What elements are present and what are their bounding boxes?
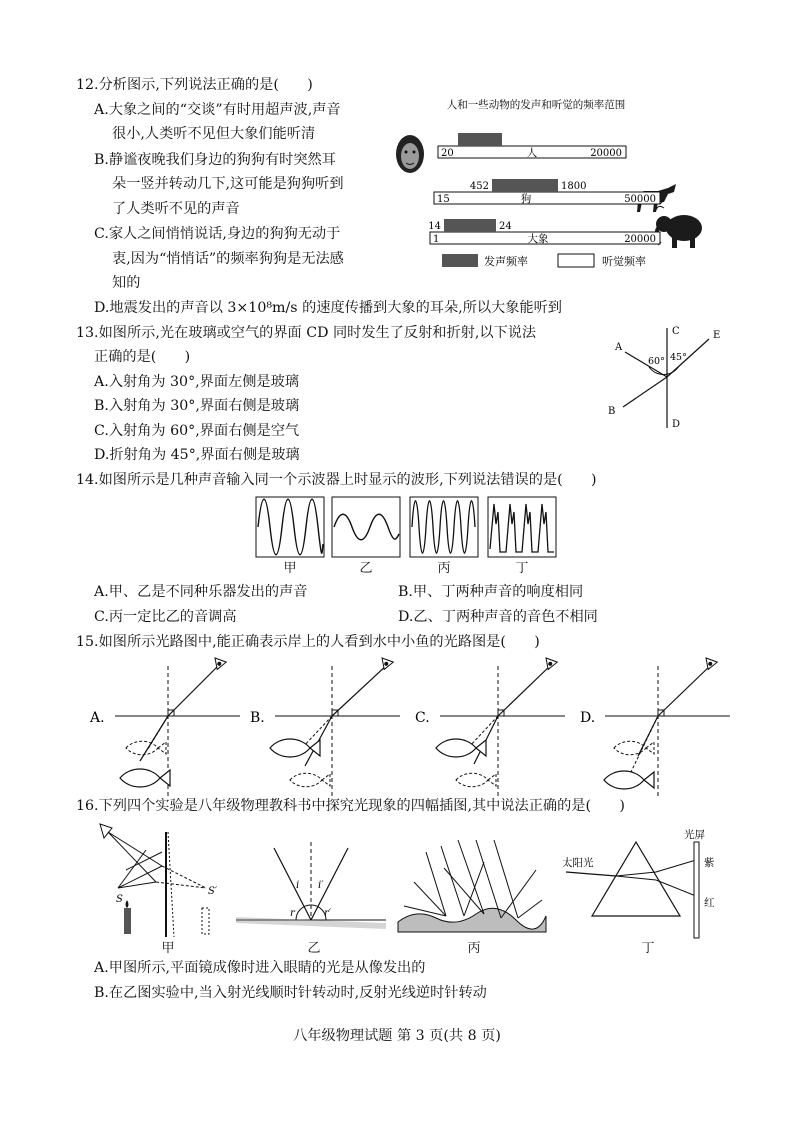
q12-option-a-line1[interactable]: A.大象之间的“交谈”有时用超声波,声音: [94, 102, 341, 118]
sound-range-bar-dog: [492, 179, 558, 192]
hearing-hi-label-dog: 50000: [624, 194, 656, 205]
human-face-icon: [396, 135, 424, 173]
sound-range-bar-elephant: [444, 219, 496, 232]
label-r-prime: r′: [324, 908, 332, 919]
q13-stem-line2: 正确的是( ): [94, 349, 191, 365]
label-c: C: [672, 326, 680, 337]
elephant-icon: [656, 200, 702, 248]
chart-title: 人和一些动物的发声和听觉的频率范围: [446, 99, 626, 111]
q14-stem: 14.如图所示是几种声音输入同一个示波器上时显示的波形,下列说法错误的是( ): [76, 472, 597, 488]
page-footer: 八年级物理试题 第 3 页(共 8 页): [293, 1028, 501, 1044]
q16-option-b[interactable]: B.在乙图实验中,当入射光线顺时针转动时,反射光线逆时针转动: [94, 985, 487, 1001]
q15-label-d: D.: [580, 710, 596, 726]
ray-b: [623, 377, 667, 407]
q16-option-a[interactable]: A.甲图所示,平面镜成像时进入眼睛的光是从像发出的: [94, 960, 426, 976]
hearing-lo-label-dog: 15: [437, 194, 450, 205]
angle-60: 60°: [648, 356, 665, 367]
label-purple: 紫: [704, 857, 715, 869]
label-i: i: [296, 880, 300, 891]
wave-box-yi: [332, 497, 400, 557]
sound-range-bar-human: [458, 133, 502, 146]
legend-label-hearing: 听觉频率: [602, 255, 646, 268]
label-d: D: [672, 419, 681, 430]
series-name-human: 人: [526, 147, 538, 159]
frequency-range-chart: [388, 96, 678, 276]
wave-label-ding: 丁: [515, 561, 529, 576]
q13-option-a[interactable]: A.入射角为 30°,界面左侧是玻璃: [94, 374, 299, 390]
label-e: E: [713, 330, 721, 341]
wave-box-ding: [488, 497, 556, 557]
q16-label-ding: 丁: [641, 941, 655, 956]
q12-option-c-line3: 知的: [112, 275, 141, 291]
q16-fig-ding: [562, 828, 715, 938]
q12-option-b-line1[interactable]: B.静谧夜晚我们身边的狗狗有时突然耳: [94, 152, 336, 168]
q15-option-diagrams: [90, 656, 730, 808]
wave-label-jia: 甲: [283, 561, 297, 576]
q14-option-b[interactable]: B.甲、丁两种声音的响度相同: [398, 584, 584, 600]
q16-stem: 16.下列四个实验是八年级物理教科书中探究光现象的四幅插图,其中说法正确的是( ): [76, 798, 625, 814]
q12-option-b-line3: 了人类听不见的声音: [112, 201, 240, 217]
q15-label-a: A.: [90, 710, 105, 726]
q15-diagram-d: [604, 658, 730, 796]
series-name-elephant: 大象: [527, 233, 549, 245]
q15-diagram-a: [115, 658, 240, 796]
q16-label-jia: 甲: [161, 941, 175, 956]
label-a: A: [615, 342, 623, 353]
label-red: 红: [704, 897, 715, 909]
hearing-hi-label-elephant: 20000: [624, 234, 656, 245]
q16-diagrams: [96, 822, 736, 960]
hearing-hi-label-human: 20000: [590, 148, 622, 159]
q16-label-yi: 乙: [307, 941, 321, 956]
label-r: r: [290, 908, 295, 919]
wave-box-jia: [256, 497, 324, 557]
hearing-lo-label-elephant: 1: [433, 234, 440, 245]
q14-option-a[interactable]: A.甲、乙是不同种乐器发出的声音: [94, 584, 308, 600]
q12-option-b-line2: 朵一竖并转动几下,这可能是狗狗听到: [112, 176, 344, 192]
label-b: B: [608, 406, 616, 417]
label-s: S: [116, 894, 123, 905]
legend-label-sound: 发声频率: [484, 255, 528, 268]
q14-option-c[interactable]: C.丙一定比乙的音调高: [94, 609, 237, 625]
q13-stem-line1: 13.如图所示,光在玻璃或空气的界面 CD 同时发生了反射和折射,以下说法: [76, 325, 537, 341]
q16-label-bing: 丙: [467, 941, 481, 956]
sound-hi-label-dog: 1800: [561, 181, 587, 192]
hearing-lo-label-human: 20: [441, 148, 454, 159]
sound-lo-label-dog: 452: [469, 181, 489, 192]
label-screen: 光屏: [684, 829, 705, 841]
series-name-dog: 狗: [520, 193, 532, 205]
q12-option-d[interactable]: D.地震发出的声音以 3×10⁸m/s 的速度传播到大象的耳朵,所以大象能听到: [94, 300, 562, 316]
q12-option-a-line2: 很小,人类听不见但大象们能听清: [112, 126, 316, 142]
q15-diagram-b: [270, 658, 400, 796]
q16-fig-yi: [236, 842, 386, 926]
q13-option-d[interactable]: D.折射角为 45°,界面右侧是玻璃: [94, 447, 300, 463]
q15-stem: 15.如图所示光路图中,能正确表示岸上的人看到水中小鱼的光路图是( ): [76, 634, 540, 650]
label-i-prime: i′: [318, 880, 324, 891]
q12-option-c-line2: 衷,因为“悄悄话”的频率狗狗是无法感: [112, 251, 344, 267]
q13-option-c[interactable]: C.入射角为 60°,界面右侧是空气: [94, 423, 300, 439]
q15-diagram-c: [436, 658, 565, 796]
sound-hi-label-elephant: 24: [499, 221, 512, 232]
q16-fig-bing: [398, 840, 546, 932]
legend-swatch-sound: [442, 254, 478, 267]
label-s-prime: S′: [208, 886, 218, 897]
legend-swatch-hearing: [558, 254, 594, 267]
q14-option-d[interactable]: D.乙、丁两种声音的音色不相同: [398, 609, 598, 625]
sound-lo-label-elephant: 14: [428, 221, 441, 232]
q12-stem: 12.分析图示,下列说法正确的是( ): [76, 77, 313, 93]
q15-label-b: B.: [250, 710, 265, 726]
q16-fig-jia: [100, 824, 218, 937]
angle-45: 45°: [670, 352, 687, 363]
q12-option-c-line1[interactable]: C.家人之间悄悄说话,身边的狗狗无动于: [94, 226, 341, 242]
wave-label-yi: 乙: [359, 561, 373, 576]
q15-label-c: C.: [415, 710, 430, 726]
wave-label-bing: 丙: [437, 561, 451, 576]
q14-oscilloscope-waves: [254, 494, 564, 574]
wave-box-bing: [410, 497, 478, 557]
q13-refraction-diagram: [605, 322, 725, 434]
label-sunlight: 太阳光: [562, 857, 594, 869]
q13-option-b[interactable]: B.入射角为 30°,界面右侧是玻璃: [94, 398, 300, 414]
